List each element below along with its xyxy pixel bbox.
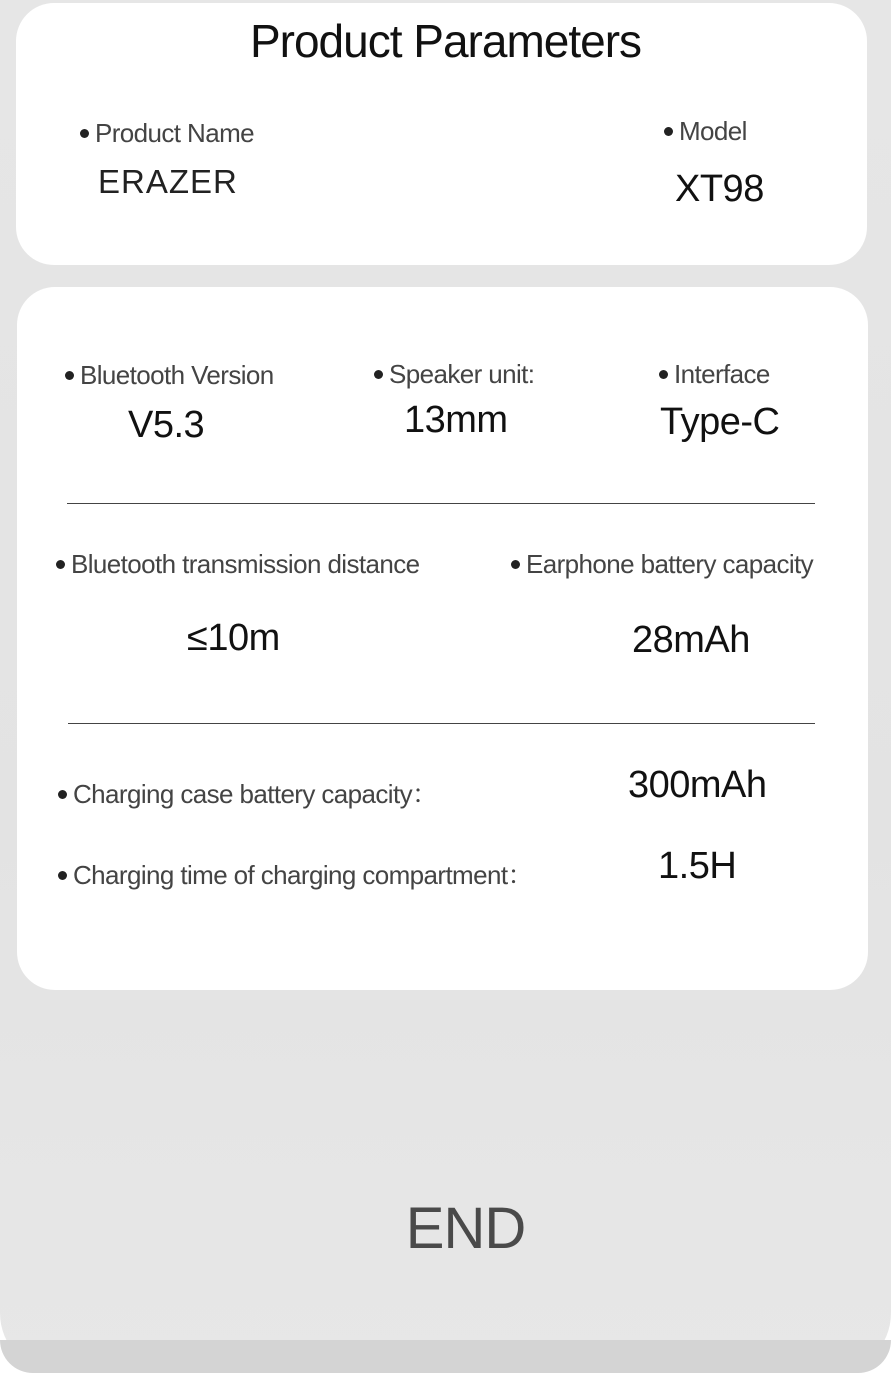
bluetooth-version-value: V5.3 (128, 404, 205, 446)
model-label: Model (664, 116, 747, 147)
divider (67, 503, 815, 504)
model-value: XT98 (675, 168, 764, 210)
bottom-band (0, 1340, 891, 1373)
bullet-icon (56, 560, 65, 569)
bullet-icon (65, 371, 74, 380)
product-name-value: ERAZER (98, 163, 238, 200)
speaker-unit-value: 13mm (404, 399, 508, 441)
case-battery-value: 300mAh (628, 764, 767, 806)
speaker-unit-label: Speaker unit: (374, 359, 534, 390)
interface-label: Interface (659, 359, 770, 390)
earphone-battery-value: 28mAh (632, 619, 750, 661)
divider (68, 723, 815, 724)
page-title: Product Parameters (249, 15, 642, 67)
bullet-icon (664, 127, 673, 136)
bullet-icon (80, 129, 89, 138)
bullet-icon (374, 370, 383, 379)
bullet-icon (659, 370, 668, 379)
charging-time-value: 1.5H (658, 845, 737, 887)
charging-time-label: Charging time of charging compartment： (58, 855, 533, 892)
interface-value: Type-C (660, 401, 780, 443)
bullet-icon (58, 871, 67, 880)
bullet-icon (511, 560, 520, 569)
end-text: END (405, 1196, 526, 1261)
transmission-distance-value: ≤10m (187, 617, 280, 659)
transmission-distance-label: Bluetooth transmission distance (56, 549, 420, 580)
earphone-battery-label: Earphone battery capacity (511, 549, 813, 580)
case-battery-label: Charging case battery capacity： (58, 774, 437, 811)
bluetooth-version-label: Bluetooth Version (65, 360, 274, 391)
bullet-icon (58, 790, 67, 799)
product-name-label: Product Name (80, 118, 254, 149)
